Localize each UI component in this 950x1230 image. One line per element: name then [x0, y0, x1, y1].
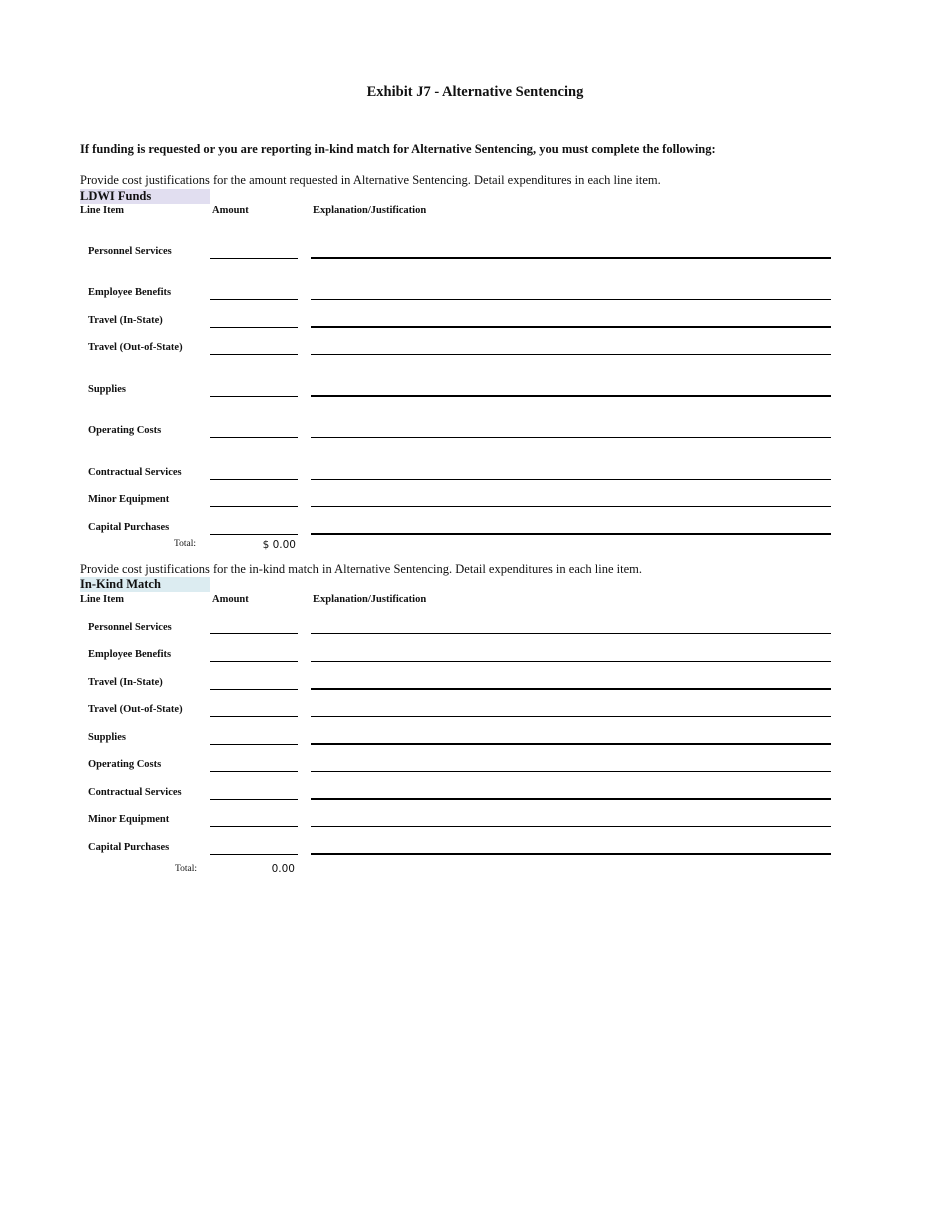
ldwi-amount-field[interactable] [210, 354, 298, 355]
inkind-amount-field[interactable] [210, 826, 298, 827]
ldwi-explanation-field[interactable] [311, 299, 831, 300]
ldwi-amount-field[interactable] [210, 437, 298, 438]
inkind-amount-field[interactable] [210, 744, 298, 745]
ldwi-row-label: Travel (Out-of-State) [88, 342, 183, 353]
ldwi-explanation-field[interactable] [311, 395, 831, 397]
ldwi-explanation-field[interactable] [311, 257, 831, 259]
ldwi-explanation-field[interactable] [311, 506, 831, 507]
inkind-row-label: Supplies [88, 732, 126, 743]
ldwi-explanation-field[interactable] [311, 326, 831, 328]
inkind-amount-field[interactable] [210, 799, 298, 800]
inkind-explanation-field[interactable] [311, 798, 831, 800]
inkind-amount-field[interactable] [210, 771, 298, 772]
ldwi-col-explanation: Explanation/Justification [313, 205, 427, 216]
instruction-text: If funding is requested or you are reporting in-kind match for Alternative Sentencing, you must complete the following: [80, 142, 716, 156]
inkind-explanation-field[interactable] [311, 771, 831, 772]
inkind-section-label: In-Kind Match [80, 577, 210, 592]
ldwi-amount-field[interactable] [210, 299, 298, 300]
ldwi-explanation-field[interactable] [311, 354, 831, 355]
inkind-row-label: Capital Purchases [88, 842, 170, 853]
ldwi-amount-field[interactable] [210, 534, 298, 535]
inkind-explanation-field[interactable] [311, 826, 831, 827]
inkind-explanation-field[interactable] [311, 661, 831, 662]
ldwi-row-label: Employee Benefits [88, 287, 172, 298]
ldwi-amount-field[interactable] [210, 479, 298, 480]
ldwi-row-label: Personnel Services [88, 246, 172, 257]
inkind-col-amount: Amount [212, 594, 249, 605]
inkind-row-label: Minor Equipment [88, 814, 170, 825]
inkind-amount-field[interactable] [210, 633, 298, 634]
ldwi-row-label: Capital Purchases [88, 522, 170, 533]
ldwi-amount-field[interactable] [210, 396, 298, 397]
inkind-row-label: Travel (Out-of-State) [88, 704, 183, 715]
inkind-row-label: Travel (In-State) [88, 677, 163, 688]
ldwi-total-label: Total: [174, 539, 197, 549]
inkind-row-label: Operating Costs [88, 759, 162, 770]
ldwi-row-label: Minor Equipment [88, 494, 170, 505]
page-title: Exhibit J7 - Alternative Sentencing [366, 84, 584, 100]
ldwi-col-line-item: Line Item [80, 205, 125, 216]
ldwi-col-amount: Amount [212, 205, 249, 216]
inkind-amount-field[interactable] [210, 661, 298, 662]
ldwi-explanation-field[interactable] [311, 533, 831, 535]
inkind-row-label: Contractual Services [88, 787, 182, 798]
ldwi-row-label: Travel (In-State) [88, 315, 163, 326]
ldwi-row-label: Contractual Services [88, 467, 182, 478]
inkind-row-label: Personnel Services [88, 622, 172, 633]
inkind-col-line-item: Line Item [80, 594, 125, 605]
inkind-total-label: Total: [175, 864, 198, 874]
ldwi-amount-field[interactable] [210, 506, 298, 507]
ldwi-amount-field[interactable] [210, 258, 298, 259]
inkind-explanation-field[interactable] [311, 633, 831, 634]
inkind-explanation-field[interactable] [311, 743, 831, 745]
inkind-explanation-field[interactable] [311, 853, 831, 855]
ldwi-total-value: $ 0.00 [262, 539, 296, 551]
inkind-col-explanation: Explanation/Justification [313, 594, 427, 605]
inkind-total-value: 0.00 [271, 863, 295, 875]
ldwi-explanation-field[interactable] [311, 437, 831, 438]
ldwi-row-label: Supplies [88, 384, 126, 395]
inkind-explanation-field[interactable] [311, 716, 831, 717]
inkind-amount-field[interactable] [210, 716, 298, 717]
ldwi-amount-field[interactable] [210, 327, 298, 328]
ldwi-section-label: LDWI Funds [80, 189, 210, 204]
inkind-description: Provide cost justifications for the in-kind match in Alternative Sentencing. Detail expenditures in each line item. [80, 562, 643, 576]
ldwi-explanation-field[interactable] [311, 479, 831, 480]
ldwi-row-label: Operating Costs [88, 425, 162, 436]
inkind-amount-field[interactable] [210, 689, 298, 690]
inkind-explanation-field[interactable] [311, 688, 831, 690]
ldwi-description: Provide cost justifications for the amount requested in Alternative Sentencing. Detail expenditures in each line item. [80, 173, 661, 187]
inkind-row-label: Employee Benefits [88, 649, 172, 660]
inkind-amount-field[interactable] [210, 854, 298, 855]
